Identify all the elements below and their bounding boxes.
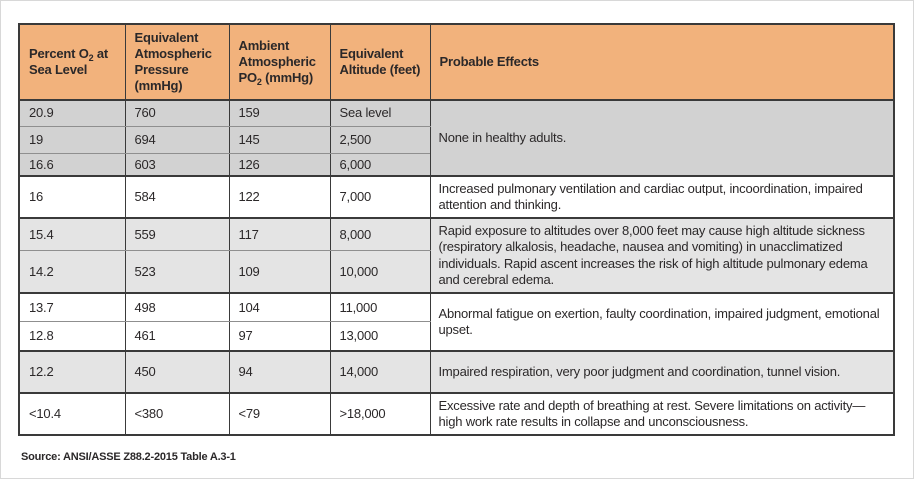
col-header-percent-o2: Percent $O_2$ at Sea Level xyxy=(19,24,125,100)
cell-po2: 109 xyxy=(229,251,330,293)
cell-o2: 19 xyxy=(19,126,125,153)
cell-o2: 13.7 xyxy=(19,293,125,322)
cell-o2: 20.9 xyxy=(19,100,125,126)
table-row xyxy=(19,218,894,250)
cell-po2: 94 xyxy=(229,351,330,393)
cell-pressure: 559 xyxy=(125,218,229,250)
cell-effects: Abnormal fatigue on exertion, faulty coordination, impaired judgment, emotional upset. xyxy=(430,293,894,351)
cell-pressure: 584 xyxy=(125,176,229,218)
cell-pressure: <380 xyxy=(125,393,229,435)
cell-altitude: 7,000 xyxy=(330,176,430,218)
cell-altitude: 8,000 xyxy=(330,218,430,250)
cell-pressure: 523 xyxy=(125,251,229,293)
cell-po2: 122 xyxy=(229,176,330,218)
col-header-ambient-po2: Ambient Atmospheric $PO_2$ (mmHg) xyxy=(229,24,330,100)
oxygen-altitude-effects-table xyxy=(18,23,895,436)
cell-pressure: 694 xyxy=(125,126,229,153)
cell-o2: 12.2 xyxy=(19,351,125,393)
table-row xyxy=(19,393,894,435)
cell-altitude: 2,500 xyxy=(330,126,430,153)
cell-pressure: 461 xyxy=(125,322,229,351)
cell-altitude: 11,000 xyxy=(330,293,430,322)
table-row xyxy=(19,176,894,218)
cell-pressure: 760 xyxy=(125,100,229,126)
table-row xyxy=(19,100,894,126)
table-row xyxy=(19,293,894,322)
cell-effects: Impaired respiration, very poor judgment and coordination, tunnel vision. xyxy=(430,351,894,393)
table-row xyxy=(19,351,894,393)
cell-po2: 159 xyxy=(229,100,330,126)
cell-effects: Rapid exposure to altitudes over 8,000 feet may cause high altitude sickness (respiratory alkalosis, headache, nausea and vomiting) in unacclimatized individuals. Rapid ascent increases the risk of high altitude pulmonary edema and cerebral edema. xyxy=(430,218,894,292)
cell-o2: 15.4 xyxy=(19,218,125,250)
cell-altitude: 14,000 xyxy=(330,351,430,393)
cell-pressure: 498 xyxy=(125,293,229,322)
cell-pressure: 450 xyxy=(125,351,229,393)
cell-po2: 97 xyxy=(229,322,330,351)
cell-o2: 12.8 xyxy=(19,322,125,351)
header-row xyxy=(19,24,894,100)
cell-po2: 145 xyxy=(229,126,330,153)
col-header-probable-effects: Probable Effects xyxy=(430,24,894,100)
cell-altitude: Sea level xyxy=(330,100,430,126)
cell-altitude: 6,000 xyxy=(330,153,430,176)
cell-pressure: 603 xyxy=(125,153,229,176)
cell-effects: Increased pulmonary ventilation and cardiac output, incoordination, impaired attention and thinking. xyxy=(430,176,894,218)
cell-o2: 14.2 xyxy=(19,251,125,293)
cell-po2: 104 xyxy=(229,293,330,322)
cell-effects: Excessive rate and depth of breathing at rest. Severe limitations on activity—high work rate results in collapse and unconsciousness. xyxy=(430,393,894,435)
col-header-equivalent-pressure: Equivalent Atmospheric Pressure (mmHg) xyxy=(125,24,229,100)
cell-altitude: 13,000 xyxy=(330,322,430,351)
cell-o2: <10.4 xyxy=(19,393,125,435)
cell-effects: None in healthy adults. xyxy=(430,100,894,176)
cell-po2: <79 xyxy=(229,393,330,435)
source-citation: Source: ANSI/ASSE Z88.2-2015 Table A.3-1 xyxy=(21,450,236,463)
cell-altitude: >18,000 xyxy=(330,393,430,435)
cell-po2: 126 xyxy=(229,153,330,176)
cell-o2: 16.6 xyxy=(19,153,125,176)
cell-altitude: 10,000 xyxy=(330,251,430,293)
cell-o2: 16 xyxy=(19,176,125,218)
cell-po2: 117 xyxy=(229,218,330,250)
col-header-equivalent-altitude: Equivalent Altitude (feet) xyxy=(330,24,430,100)
